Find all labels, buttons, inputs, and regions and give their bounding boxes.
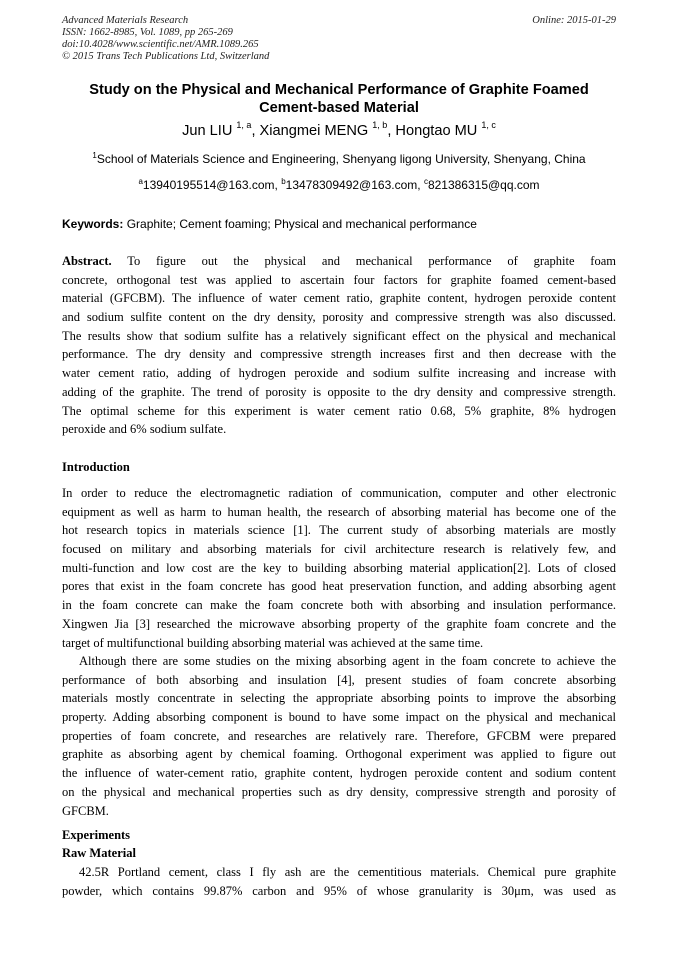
abstract — [62, 252, 616, 439]
journal-name: Advanced Materials Research — [62, 15, 189, 26]
abstract-line: and sodium sulfite content on the dry density, porosity and compressive strength was also discussed. — [62, 310, 616, 325]
issn-line: ISSN: 1662-8985, Vol. 1089, pp 265-269 — [62, 27, 233, 38]
author-list — [62, 121, 616, 141]
paragraph-line: Although there are some studies on the mixing absorbing agent in the foam concrete to achieve the — [79, 654, 616, 668]
paragraph-line: graphite as absorbing agent by chemical foaming. Orthogonal experiment was applied to figure out — [62, 747, 616, 762]
journal-header — [62, 15, 269, 63]
paragraph-line: equipment as well as harm to human health, the research of absorbing material has become one of the — [62, 504, 616, 519]
abstract-line: peroxide and 6% sodium sulfate. — [62, 422, 227, 437]
introduction-heading: Introduction — [62, 460, 130, 474]
email-mark: b — [281, 177, 286, 186]
paper-title — [62, 81, 616, 117]
keywords-label: Keywords: — [62, 217, 124, 231]
author-name: Hongtao MU — [395, 123, 478, 139]
raw-material-paragraph — [62, 863, 616, 900]
abstract-line: performance. The dry density and compressive strength increases first and then decrease with the — [62, 347, 616, 362]
paragraph-line: the influence of water-cement ratio, graphite content, hydrogen peroxide content and sodium content — [62, 766, 616, 781]
paragraph-line: 42.5R Portland cement, class I fly ash are the cementitious materials. Chemical pure graphite — [79, 865, 616, 879]
affiliation — [62, 151, 616, 167]
abstract-line: The results show that sodium sulfite has a relatively significant effect on the physical and mechanical — [62, 328, 616, 343]
paragraph-line: powder, which contains 99.87% carbon and 95% of whose granularity is 30μm, was used as — [62, 883, 616, 898]
introduction-paragraph-1 — [62, 484, 616, 652]
keywords — [62, 216, 616, 232]
paragraph-line: on the physical and mechanical properties such as dry density, compressive strength and porosity of — [62, 784, 616, 799]
email-link[interactable]: 13478309492@163.com, — [285, 178, 424, 192]
title-line-1: Study on the Physical and Mechanical Performance of Graphite Foamed — [89, 82, 589, 98]
affiliation-text: School of Materials Science and Engineering, Shenyang ligong University, Shenyang, China — [96, 152, 586, 166]
paragraph-line: focused on military and absorbing materials for civil architecture research is relatively few, and — [62, 542, 616, 557]
paragraph-line: pores that exist in the foam concrete has good heat preservation function, and adding absorbing agent — [62, 579, 616, 594]
email-mark: c — [423, 177, 428, 186]
abstract-line — [62, 252, 616, 271]
author-affil-mark: 1, b — [372, 120, 388, 130]
copyright-line: © 2015 Trans Tech Publications Ltd, Switzerland — [62, 51, 270, 62]
abstract-line: adding of the graphite. The trend of porosity is opposite to the dry density and compressive strength. — [62, 384, 616, 399]
email-mark: a — [138, 177, 143, 186]
introduction-paragraph-2 — [62, 652, 616, 820]
abstract-line: The optimal scheme for this experiment is water cement ratio 0.68, 5% graphite, 8% hydrogen — [62, 403, 616, 418]
experiments-heading: Experiments — [62, 828, 131, 842]
abstract-line-text: To figure out the physical and mechanical performance of graphite foam — [127, 254, 616, 268]
paragraph-line: performance of both absorbing and insulation [4], present studies of foam concrete absorbing — [62, 672, 616, 687]
paragraph-line: in the foam concrete can make the foam concrete both with absorbing and insulation performance. — [62, 598, 616, 613]
author-separator: , — [251, 123, 260, 139]
email-link[interactable]: 13940195514@163.com, — [142, 178, 282, 192]
affiliation-mark: 1 — [92, 151, 97, 160]
author-affil-mark: 1, a — [236, 120, 252, 130]
paragraph-line: In order to reduce the electromagnetic radiation of communication, computer and other electronic — [62, 486, 616, 500]
paragraph-line: properties of foam concrete, and researches are relatively rare. Therefore, GFCBM were prepared — [62, 728, 616, 743]
online-date: Online: 2015-01-29 — [532, 15, 616, 26]
author-emails — [62, 177, 616, 193]
email-link[interactable]: 821386315@qq.com — [427, 178, 540, 192]
title-line-2: Cement-based Material — [259, 100, 419, 116]
paragraph-line: Xingwen Jia [3] researched the microwave absorbing property of the graphite foam concrete and the — [62, 616, 616, 631]
author-name: Xiangmei MENG — [259, 123, 369, 139]
paragraph-line: materials mostly concentrate in selecting the appropriate absorbing points to improve the absorbing — [62, 691, 616, 706]
paragraph-line: property. Adding absorbing component is bound to have some impact on the physical and mechanical — [62, 710, 616, 725]
paragraph-line: hot research topics in materials science [1]. The current study of absorbing materials are mostly — [62, 523, 616, 538]
paragraph-line: GFCBM. — [62, 803, 109, 818]
author-affil-mark: 1, c — [481, 120, 496, 130]
abstract-label: Abstract. — [62, 254, 112, 268]
raw-material-subheading: Raw Material — [62, 846, 136, 860]
paragraph-line: target of multifunctional building absorbing material was achieved at the same time. — [62, 635, 484, 650]
keywords-text: Graphite; Cement foaming; Physical and mechanical performance — [123, 217, 477, 231]
author-separator: , — [387, 123, 396, 139]
abstract-line: water cement ratio, adding of hydrogen peroxide and sodium sulfite increasing and increase with — [62, 366, 616, 381]
abstract-line: material (GFCBM). The influence of water cement ratio, graphite content, hydrogen peroxide content — [62, 291, 616, 306]
paragraph-line: multi-function and low cost are the key to building absorbing material application[2]. Lots of closed — [62, 560, 616, 575]
abstract-line: concrete, orthogonal test was applied to ascertain four factors for graphite foamed cement-based — [62, 272, 616, 287]
doi-line: doi:10.4028/www.scientific.net/AMR.1089.265 — [62, 39, 259, 50]
author-name: Jun LIU — [182, 123, 233, 139]
